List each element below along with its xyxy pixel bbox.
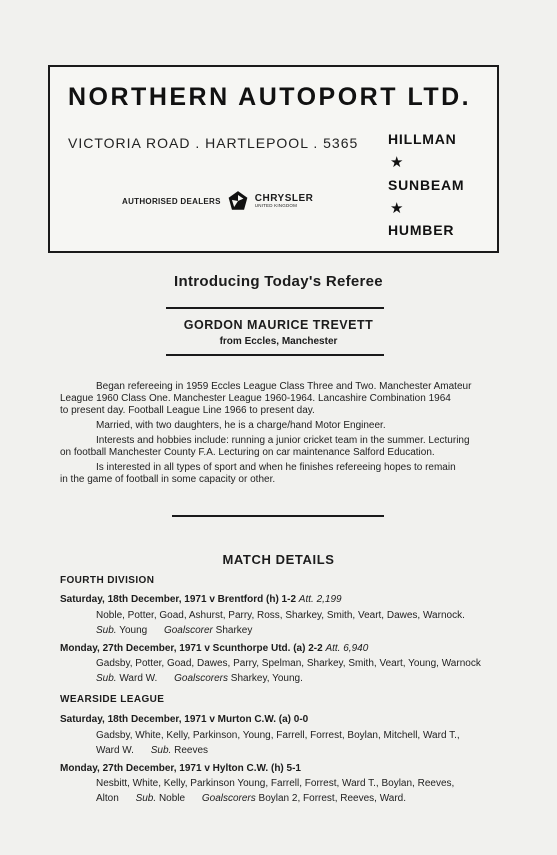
dealer-advert <box>48 65 499 253</box>
subs-line <box>96 743 496 758</box>
fixture-line <box>60 594 342 605</box>
team-lineup <box>96 608 496 638</box>
paragraph-line: Married, with two daughters, he is a charge/hand Motor Engineer. <box>96 420 386 431</box>
paragraph-line: Interests and hobbies include: running a junior cricket team in the summer. Lecturing <box>96 435 470 446</box>
brand-hillman: HILLMAN <box>388 131 457 147</box>
match-details-heading: MATCH DETAILS <box>222 552 335 567</box>
substitute: Ward W. <box>119 673 158 684</box>
lineup-line: Alton <box>96 793 119 804</box>
paragraph-line: to present day. Football League Line 1966 to present day. <box>60 405 315 416</box>
referee-career-paragraph <box>60 381 492 417</box>
paragraph-line: League 1960 Class One. Manchester League 1960-1964. Lancashire Combination 1964 <box>60 393 451 404</box>
team-lineup <box>96 656 496 686</box>
sub-label: Sub. <box>96 625 117 636</box>
referee-interests-paragraph <box>60 462 492 486</box>
referee-heading: Introducing Today's Referee <box>174 273 383 290</box>
scorer-label: Goalscorer <box>163 625 213 636</box>
chrysler-pentastar-icon <box>227 190 249 212</box>
goalscorers: Sharkey <box>215 625 253 636</box>
company-name: NORTHERN AUTOPORT LTD. <box>68 83 472 111</box>
referee-family-paragraph <box>60 420 492 432</box>
star-icon: ★ <box>390 200 405 217</box>
star-icon: ★ <box>390 154 405 171</box>
dealers-label: AUTHORISED DEALERS <box>122 196 221 206</box>
competition-wearside-league: WEARSIDE LEAGUE <box>60 694 165 705</box>
brand-humber: HUMBER <box>388 222 455 238</box>
fixture-line <box>60 714 308 725</box>
competition-fourth-division: FOURTH DIVISION <box>60 575 155 586</box>
chrysler-wordmark <box>255 194 314 209</box>
sub-label: Sub. <box>150 745 172 756</box>
divider <box>166 354 384 356</box>
paragraph-line: in the game of football in some capacity or other. <box>60 474 276 485</box>
attendance: Att. 6,940 <box>325 643 369 654</box>
fixture-result: Saturday, 18th December, 1971 v Brentford (h) 1-2 <box>60 594 297 605</box>
paragraph-line: on football Manchester County F.A. Lecturing on car maintenance Salford Education. <box>60 447 435 458</box>
attendance: Att. 2,199 <box>298 594 342 605</box>
fixture-result: Saturday, 18th December, 1971 v Murton C.W. (a) 0-0 <box>60 714 309 725</box>
goalscorers: Boylan 2, Forrest, Reeves, Ward. <box>258 793 407 804</box>
substitute: Reeves <box>174 745 209 756</box>
sub-label: Sub. <box>96 673 117 684</box>
fixture-line <box>60 763 301 774</box>
subs-line <box>96 671 496 686</box>
sub-label: Sub. <box>135 793 157 804</box>
brand-sunbeam: SUNBEAM <box>388 177 465 193</box>
lineup-line: Nesbitt, White, Kelly, Parkinson Young, Farrell, Forrest, Ward T., Boylan, Reeves, <box>96 778 455 789</box>
referee-origin: from Eccles, Manchester <box>219 336 338 347</box>
lineup-line: Gadsby, Potter, Goad, Dawes, Parry, Spelman, Sharkey, Smith, Veart, Young, Warnock <box>96 658 481 669</box>
referee-name: GORDON MAURICE TREVETT <box>183 318 374 332</box>
paragraph-line: Is interested in all types of sport and when he finishes refereeing hopes to remain <box>96 462 456 473</box>
fixture-result: Monday, 27th December, 1971 v Scunthorpe Utd. (a) 2-2 <box>60 643 323 654</box>
fixture-result: Monday, 27th December, 1971 v Hylton C.W. (h) 5-1 <box>60 763 301 774</box>
lineup-line: Noble, Potter, Goad, Ashurst, Parry, Ross, Sharkey, Smith, Veart, Dawes, Warnock. <box>96 610 465 621</box>
divider <box>172 515 384 517</box>
scorer-label: Goalscorers <box>201 793 256 804</box>
lineup-line: Gadsby, White, Kelly, Parkinson, Young, Farrell, Forrest, Boylan, Mitchell, Ward T., <box>96 730 460 741</box>
subs-line <box>96 791 496 806</box>
paragraph-line: Began refereeing in 1959 Eccles League Class Three and Two. Manchester Amateur <box>96 381 472 392</box>
authorised-dealers <box>122 187 313 215</box>
lineup-line: Ward W. <box>96 745 134 756</box>
referee-hobbies-paragraph <box>60 435 492 459</box>
substitute: Young <box>119 625 148 636</box>
team-lineup <box>96 776 496 806</box>
substitute: Noble <box>158 793 186 804</box>
scorer-label: Goalscorers <box>174 673 229 684</box>
chrysler-sub: UNITED KINGDOM <box>254 202 298 208</box>
subs-line <box>96 623 496 638</box>
team-lineup <box>96 728 496 758</box>
goalscorers: Sharkey, Young. <box>230 673 303 684</box>
company-address: VICTORIA ROAD . HARTLEPOOL . 5365 <box>68 135 359 151</box>
chrysler-name: CHRYSLER <box>254 192 314 204</box>
fixture-line <box>60 643 368 654</box>
divider <box>166 307 384 309</box>
